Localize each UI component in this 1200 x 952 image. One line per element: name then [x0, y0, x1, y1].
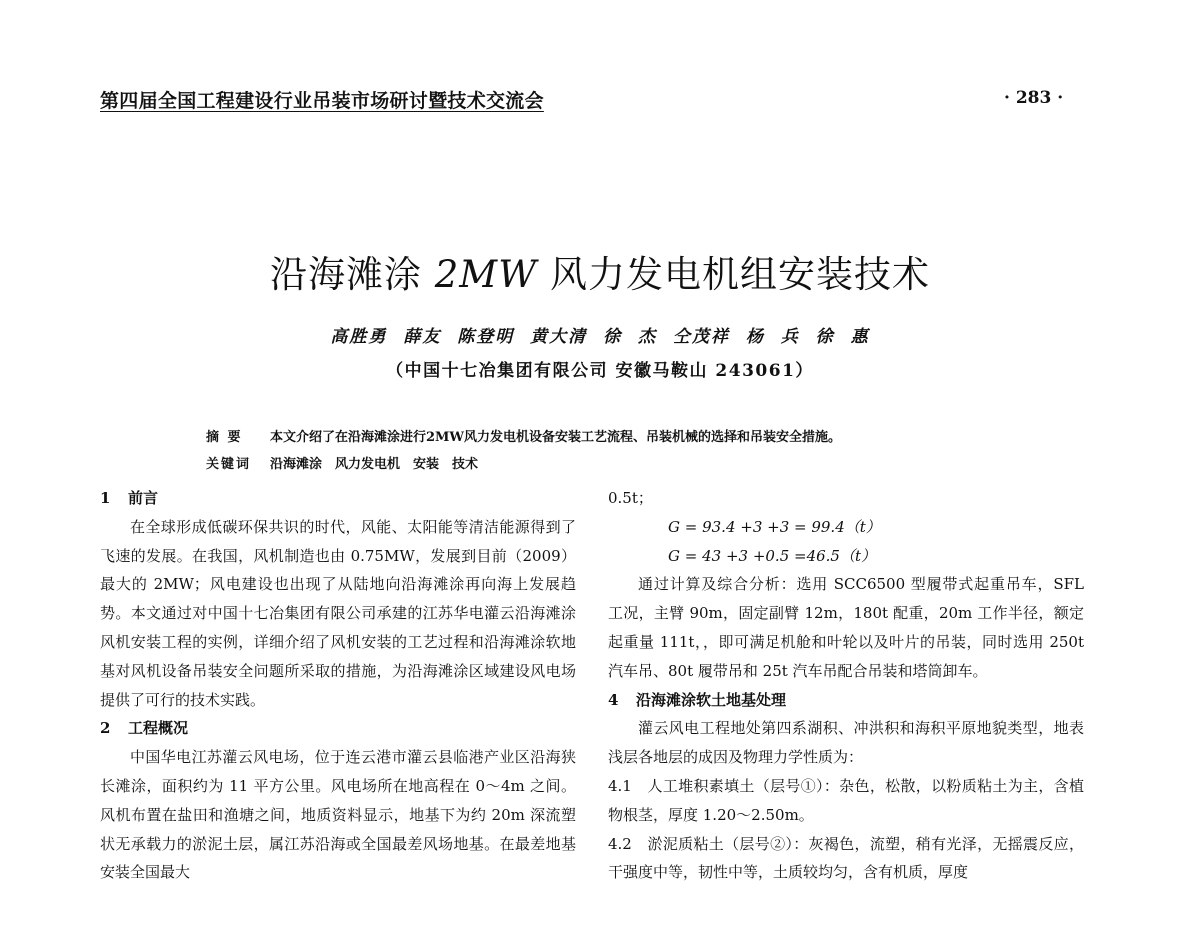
paragraph: 在全球形成低碳环保共识的时代，风能、太阳能等清洁能源得到了飞速的发展。在我国，风机制造也由 0.75MW，发展到目前（2009）最大的 2MW；风电建设也出现了从陆地向沿海滩涂再向海上发展趋势。本文通过对中国十七冶集团有限公司承建的江苏华电灌云沿海滩涂风机安装工程的实例，详细介绍了风机安装的工艺过程和沿海滩涂软地基对风机设备吊装安全问题所采取的措施，为沿海滩涂区域建设风电场提供了可行的技术实践。 [100, 517, 576, 709]
section-number: 4 [608, 690, 619, 709]
title-italic: 2MW [434, 253, 538, 296]
keywords-label: 关键词 [206, 457, 252, 472]
paragraph-continued: 0.5t； [608, 489, 653, 507]
equation: G = 43 +3 +0.5 =46.5（t） [668, 546, 877, 565]
page-number: · 283 · [1004, 88, 1064, 108]
left-column [100, 484, 576, 887]
section-number: 2 [100, 719, 111, 738]
title-after: 风力发电机组安装技术 [537, 253, 930, 296]
section-heading [608, 686, 1084, 715]
equation: G = 93.4 +3 +3 = 99.4（t） [668, 517, 881, 536]
right-column [608, 484, 1084, 887]
section-title: 沿海滩涂软土地基处理 [636, 690, 787, 709]
paragraph: 中国华电江苏灌云风电场，位于连云港市灌云县临港产业区沿海狭长滩涂，面积约为 11 平方公里。风电场所在地高程在 0～4m 之间。风机布置在盐田和渔塘之间，地质资料显示，地基下为约 20m 深流塑状无承载力的淤泥土层，属江苏沿海或全国最差风场地基。在最差地基安装全国最大 [100, 748, 576, 882]
paragraph: 灌云风电工程地处第四系湖积、冲洪积和海积平原地貌类型，地表浅层各地层的成因及物理力学性质为： [608, 719, 1084, 767]
abstract-text: 本文介绍了在沿海滩涂进行2MW风力发电机设备安装工艺流程、吊装机械的选择和吊装安全措施。 [270, 430, 842, 445]
keywords [206, 453, 478, 472]
section-number: 1 [100, 489, 111, 507]
abstract [206, 426, 841, 445]
subsection-paragraph: 4.2 淤泥质粘土（层号②）：灰褐色，流塑，稍有光泽，无摇震反应，干强度中等，韧性中等，土质较均匀，含有机质，厚度 [608, 834, 1084, 882]
running-header [100, 86, 1100, 116]
keywords-text: 沿海滩涂 风力发电机 安装 技术 [270, 457, 479, 472]
paper-title [0, 244, 1200, 298]
section-heading [100, 484, 576, 513]
title-before: 沿海滩涂 [270, 253, 435, 296]
section-title: 工程概况 [128, 719, 189, 738]
conference-name: 第四届全国工程建设行业吊装市场研讨暨技术交流会 [100, 90, 544, 112]
paragraph: 通过计算及综合分析：选用 SCC6500 型履带式起重吊车，SFL 工况，主臂 90m，固定副臂 12m，180t 配重，20m 工作半径，额定起重量 111t，，即可满足机舱和叶轮以及叶片的吊装，同时选用 250t 汽车吊、80t 履带吊和 25t 汽车吊配合吊装和塔筒卸车。 [608, 575, 1084, 680]
abstract-label: 摘 要 [206, 430, 243, 445]
subsection-paragraph: 4.1 人工堆积素填土（层号①）：杂色，松散，以粉质粘土为主，含植物根茎，厚度 1.20～2.50m。 [608, 776, 1084, 824]
author-list: 高胜勇 薛友 陈登明 黄大清 徐 杰 仝茂祥 杨 兵 徐 惠 [330, 327, 870, 347]
section-title: 前言 [128, 489, 159, 507]
section-heading [100, 714, 576, 743]
affiliation: （中国十七冶集团有限公司 安徽马鞍山 243061） [386, 361, 814, 381]
